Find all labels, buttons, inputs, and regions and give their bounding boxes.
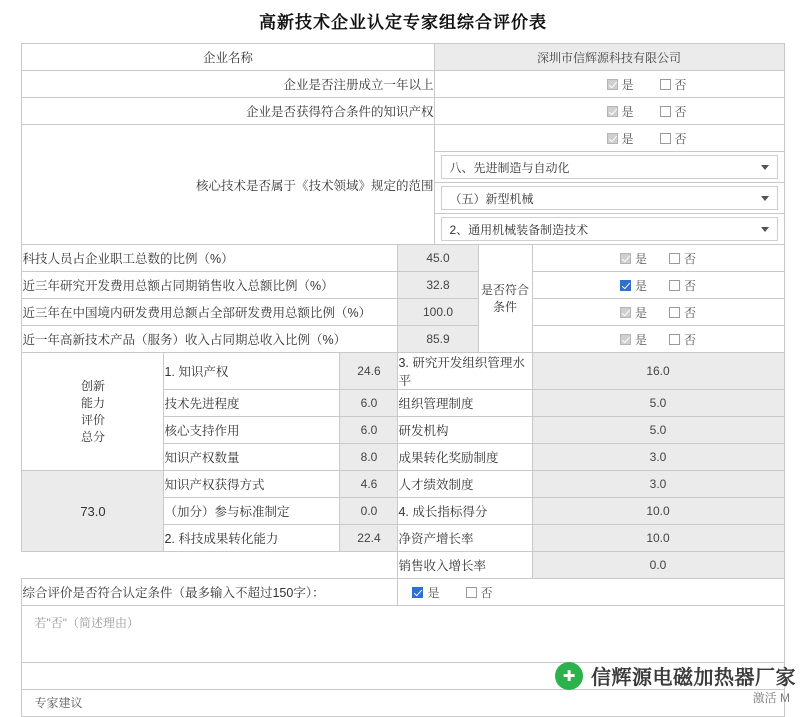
radio-yes[interactable]: 是 bbox=[607, 103, 634, 120]
innovation-left-value-0: 24.6 bbox=[340, 353, 398, 390]
tech-field-select-1-cell[interactable] bbox=[434, 152, 784, 183]
radio-no[interactable]: 否 bbox=[660, 130, 687, 147]
reason-placeholder: 若"否"（简述理由） bbox=[34, 616, 140, 630]
checkbox-icon[interactable] bbox=[620, 253, 631, 264]
condition-label: 是否符合条件 bbox=[478, 245, 532, 353]
radio-yes[interactable]: 是 bbox=[620, 277, 647, 294]
radio-yes[interactable]: 是 bbox=[620, 250, 647, 267]
table-row bbox=[22, 299, 784, 326]
checkbox-icon[interactable] bbox=[607, 133, 618, 144]
innovation-right-value-1: 5.0 bbox=[532, 390, 784, 417]
ratio-value-1: 32.8 bbox=[398, 272, 478, 299]
ratio-value-2: 100.0 bbox=[398, 299, 478, 326]
innovation-right-label-0: 3. 研究开发组织管理水平 bbox=[398, 353, 532, 390]
radio-no[interactable]: 否 bbox=[669, 331, 696, 348]
ratio-value-0: 45.0 bbox=[398, 245, 478, 272]
checkbox-icon[interactable] bbox=[669, 334, 680, 345]
innovation-right-label-2: 研发机构 bbox=[398, 417, 532, 444]
radio-no[interactable]: 否 bbox=[669, 277, 696, 294]
chevron-down-icon[interactable] bbox=[761, 227, 769, 232]
innovation-left-label-2: 核心支持作用 bbox=[164, 417, 340, 444]
radio-no[interactable]: 否 bbox=[660, 103, 687, 120]
summary-radios[interactable] bbox=[398, 579, 784, 606]
table-row bbox=[22, 690, 784, 717]
radio-no[interactable]: 否 bbox=[660, 76, 687, 93]
summary-label: 综合评价是否符合认定条件（最多输入不超过150字）： bbox=[22, 579, 398, 606]
checkbox-icon[interactable] bbox=[669, 280, 680, 291]
ratio-label-1: 近三年研究开发费用总额占同期销售收入总额比例（%） bbox=[22, 272, 398, 299]
checkbox-icon[interactable] bbox=[607, 79, 618, 90]
reason-textarea[interactable] bbox=[22, 606, 784, 663]
wechat-badge-icon: ✚ bbox=[555, 662, 583, 690]
checkbox-icon[interactable] bbox=[607, 106, 618, 117]
innovation-left-label-4: 知识产权获得方式 bbox=[164, 471, 340, 498]
ratio-radios-1[interactable] bbox=[532, 272, 784, 299]
radio-yes[interactable]: 是 bbox=[620, 304, 647, 321]
has-ip-label: 企业是否获得符合条件的知识产权 bbox=[22, 98, 434, 125]
innovation-left-value-4: 4.6 bbox=[340, 471, 398, 498]
innovation-right-label-1: 组织管理制度 bbox=[398, 390, 532, 417]
checkbox-icon[interactable] bbox=[466, 587, 477, 598]
innovation-left-value-1: 6.0 bbox=[340, 390, 398, 417]
ratio-radios-2[interactable] bbox=[532, 299, 784, 326]
table-row bbox=[22, 44, 784, 71]
ratio-label-2: 近三年在中国境内研发费用总额占全部研发费用总额比例（%） bbox=[22, 299, 398, 326]
innovation-total-label: 创新 能力 评价 总分 bbox=[22, 353, 164, 471]
ratio-label-3: 近一年高新技术产品（服务）收入占同期总收入比例（%） bbox=[22, 326, 398, 353]
advice-label: 专家建议 bbox=[34, 696, 83, 710]
checkbox-icon[interactable] bbox=[620, 280, 631, 291]
innovation-right-label-6: 净资产增长率 bbox=[398, 525, 532, 552]
checkbox-icon[interactable] bbox=[620, 307, 631, 318]
radio-no[interactable]: 否 bbox=[669, 304, 696, 321]
innovation-right-value-7: 0.0 bbox=[532, 552, 784, 579]
radio-yes[interactable]: 是 bbox=[607, 76, 634, 93]
chevron-down-icon[interactable] bbox=[761, 196, 769, 201]
radio-no[interactable]: 否 bbox=[466, 584, 493, 601]
ratio-radios-3[interactable] bbox=[532, 326, 784, 353]
innovation-left-label-5: （加分）参与标准制定 bbox=[164, 498, 340, 525]
radio-no[interactable]: 否 bbox=[669, 250, 696, 267]
innovation-right-label-5: 4. 成长指标得分 bbox=[398, 498, 532, 525]
radio-yes[interactable]: 是 bbox=[412, 584, 439, 601]
innovation-left-value-2: 6.0 bbox=[340, 417, 398, 444]
watermark-sub: 激活 M bbox=[752, 691, 790, 705]
ratio-value-3: 85.9 bbox=[398, 326, 478, 353]
innovation-left-value-3: 8.0 bbox=[340, 444, 398, 471]
table-row bbox=[22, 471, 784, 498]
innovation-right-label-4: 人才绩效制度 bbox=[398, 471, 532, 498]
innovation-right-label-7: 销售收入增长率 bbox=[398, 552, 532, 579]
checkbox-icon[interactable] bbox=[660, 106, 671, 117]
table-row bbox=[22, 98, 784, 125]
watermark-text: 信辉源电磁加热器厂家 bbox=[591, 667, 796, 689]
reg-over-one-year-label: 企业是否注册成立一年以上 bbox=[22, 71, 434, 98]
table-row bbox=[22, 579, 784, 606]
innovation-right-value-4: 3.0 bbox=[532, 471, 784, 498]
innovation-right-value-3: 3.0 bbox=[532, 444, 784, 471]
innovation-left-label-0: 1. 知识产权 bbox=[164, 353, 340, 390]
checkbox-icon[interactable] bbox=[620, 334, 631, 345]
table-row bbox=[22, 326, 784, 353]
innovation-total-score: 73.0 bbox=[22, 471, 164, 552]
evaluation-table bbox=[21, 43, 784, 717]
tech-field-select-3-cell[interactable] bbox=[434, 214, 784, 245]
core-tech-radios[interactable] bbox=[434, 125, 784, 152]
radio-yes[interactable]: 是 bbox=[607, 130, 634, 147]
tech-field-select-2-cell[interactable] bbox=[434, 183, 784, 214]
checkbox-icon[interactable] bbox=[660, 133, 671, 144]
innovation-right-value-0: 16.0 bbox=[532, 353, 784, 390]
tech-field-select-3[interactable] bbox=[441, 217, 778, 241]
table-row bbox=[22, 272, 784, 299]
checkbox-icon[interactable] bbox=[412, 587, 423, 598]
select-value: 八、先进制造与自动化 bbox=[449, 160, 570, 175]
reg-over-one-year-radios[interactable] bbox=[434, 71, 784, 98]
innovation-right-value-5: 10.0 bbox=[532, 498, 784, 525]
table-row bbox=[22, 245, 784, 272]
checkbox-icon[interactable] bbox=[669, 253, 680, 264]
innovation-right-label-3: 成果转化奖励制度 bbox=[398, 444, 532, 471]
checkbox-icon[interactable] bbox=[660, 79, 671, 90]
innovation-left-label-3: 知识产权数量 bbox=[164, 444, 340, 471]
innovation-left-value-5: 0.0 bbox=[340, 498, 398, 525]
watermark bbox=[555, 661, 796, 690]
advice-cell[interactable] bbox=[22, 690, 784, 717]
table-row bbox=[22, 353, 784, 390]
has-ip-radios[interactable] bbox=[434, 98, 784, 125]
innovation-left-value-6: 22.4 bbox=[340, 525, 398, 552]
innovation-right-value-2: 5.0 bbox=[532, 417, 784, 444]
table-row bbox=[22, 71, 784, 98]
radio-yes[interactable]: 是 bbox=[620, 331, 647, 348]
company-name-label: 企业名称 bbox=[22, 44, 434, 71]
innovation-left-label-1: 技术先进程度 bbox=[164, 390, 340, 417]
innovation-left-label-6: 2. 科技成果转化能力 bbox=[164, 525, 340, 552]
table-row bbox=[22, 606, 784, 663]
ratio-label-0: 科技人员占企业职工总数的比例（%） bbox=[22, 245, 398, 272]
ratio-radios-0[interactable] bbox=[532, 245, 784, 272]
select-value: 2、通用机械装备制造技术 bbox=[449, 222, 589, 237]
core-tech-scope-label: 核心技术是否属于《技术领域》规定的范围 bbox=[22, 125, 434, 245]
table-row bbox=[22, 552, 784, 579]
company-name-value: 深圳市信辉源科技有限公司 bbox=[434, 44, 784, 71]
tech-field-select-1[interactable] bbox=[441, 155, 778, 179]
table-row bbox=[22, 125, 784, 152]
page-title: 高新技术企业认定专家组综合评价表 bbox=[259, 13, 547, 32]
checkbox-icon[interactable] bbox=[669, 307, 680, 318]
tech-field-select-2[interactable] bbox=[441, 186, 778, 210]
innovation-right-value-6: 10.0 bbox=[532, 525, 784, 552]
chevron-down-icon[interactable] bbox=[761, 165, 769, 170]
select-value: （五）新型机械 bbox=[449, 191, 534, 206]
